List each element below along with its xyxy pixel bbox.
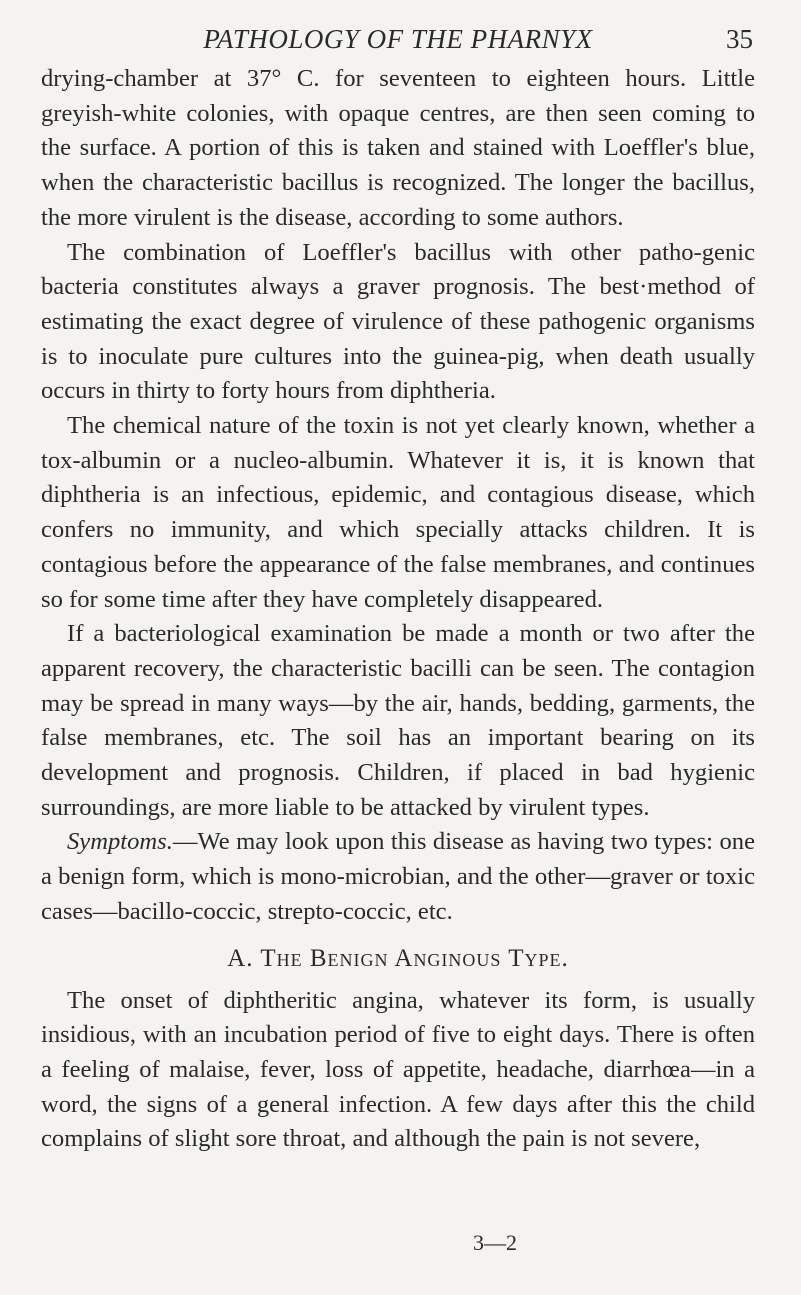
- symptoms-text: —We may look upon this disease as having two types: one a benign form, which is mono-microbian, and the other—graver or toxic cases—bacillo-coccic, strepto-coccic, etc.: [41, 828, 755, 925]
- section-heading: A. The Benign Anginous Type.: [227, 944, 569, 972]
- paragraph-4: If a bacteriological examination be made a month or two after the apparent recovery, the characteristic bacilli can be seen. The contagion may be spread in many ways—by the air, hands, bedding, garments, the false membranes, etc. The soil has an important bearing on its development and prognosis. Children, if placed in bad hygienic surroundings, are more liable to be attacked by virulent types.: [41, 620, 755, 821]
- running-head: [41, 0, 755, 62]
- symptoms-lead: Symptoms.: [67, 828, 173, 856]
- paragraph-final: The onset of diphtheritic angina, whatever its form, is usually insidious, with an incubation period of five to eight days. There is often a feeling of malaise, fever, loss of appetite, headache, diarrhœa—in a word, the signs of a general infection. A few days after this the child complains of slight sore throat, and although the pain is not severe,: [41, 986, 755, 1153]
- paragraph-3: The chemical nature of the toxin is not yet clearly known, whether a tox-albumin or a nucleo-albumin. Whatever it is, it is known that diphtheria is an infectious, epidemic, and contagious disease, which confers no immunity, and which specially attacks children. It is contagious before the appearance of the false membranes, and continues so for some time after they have completely disappeared.: [41, 412, 755, 613]
- symptoms-paragraph: [41, 825, 755, 929]
- body-text: [41, 62, 755, 1157]
- page-number: 35: [726, 24, 753, 54]
- running-title: PATHOLOGY OF THE PHARNYX: [203, 24, 593, 54]
- paragraph-1: drying-chamber at 37° C. for seventeen to eighteen hours. Little greyish-white colonies, with opaque centres, are then seen coming to the surface. A portion of this is taken and stained with Loeffler's blue, when the characteristic bacillus is recognized. The longer the bacillus, the more virulent is the disease, according to some authors.: [41, 65, 755, 231]
- paragraph-2: The combination of Loeffler's bacillus with other patho-genic bacteria constitutes always a graver prognosis. The best·method of estimating the exact degree of virulence of these pathogenic organisms is to inoculate pure cultures into the guinea-pig, when death usually occurs in thirty to forty hours from diphtheria.: [41, 238, 755, 405]
- signature-mark: 3—2: [473, 1230, 517, 1255]
